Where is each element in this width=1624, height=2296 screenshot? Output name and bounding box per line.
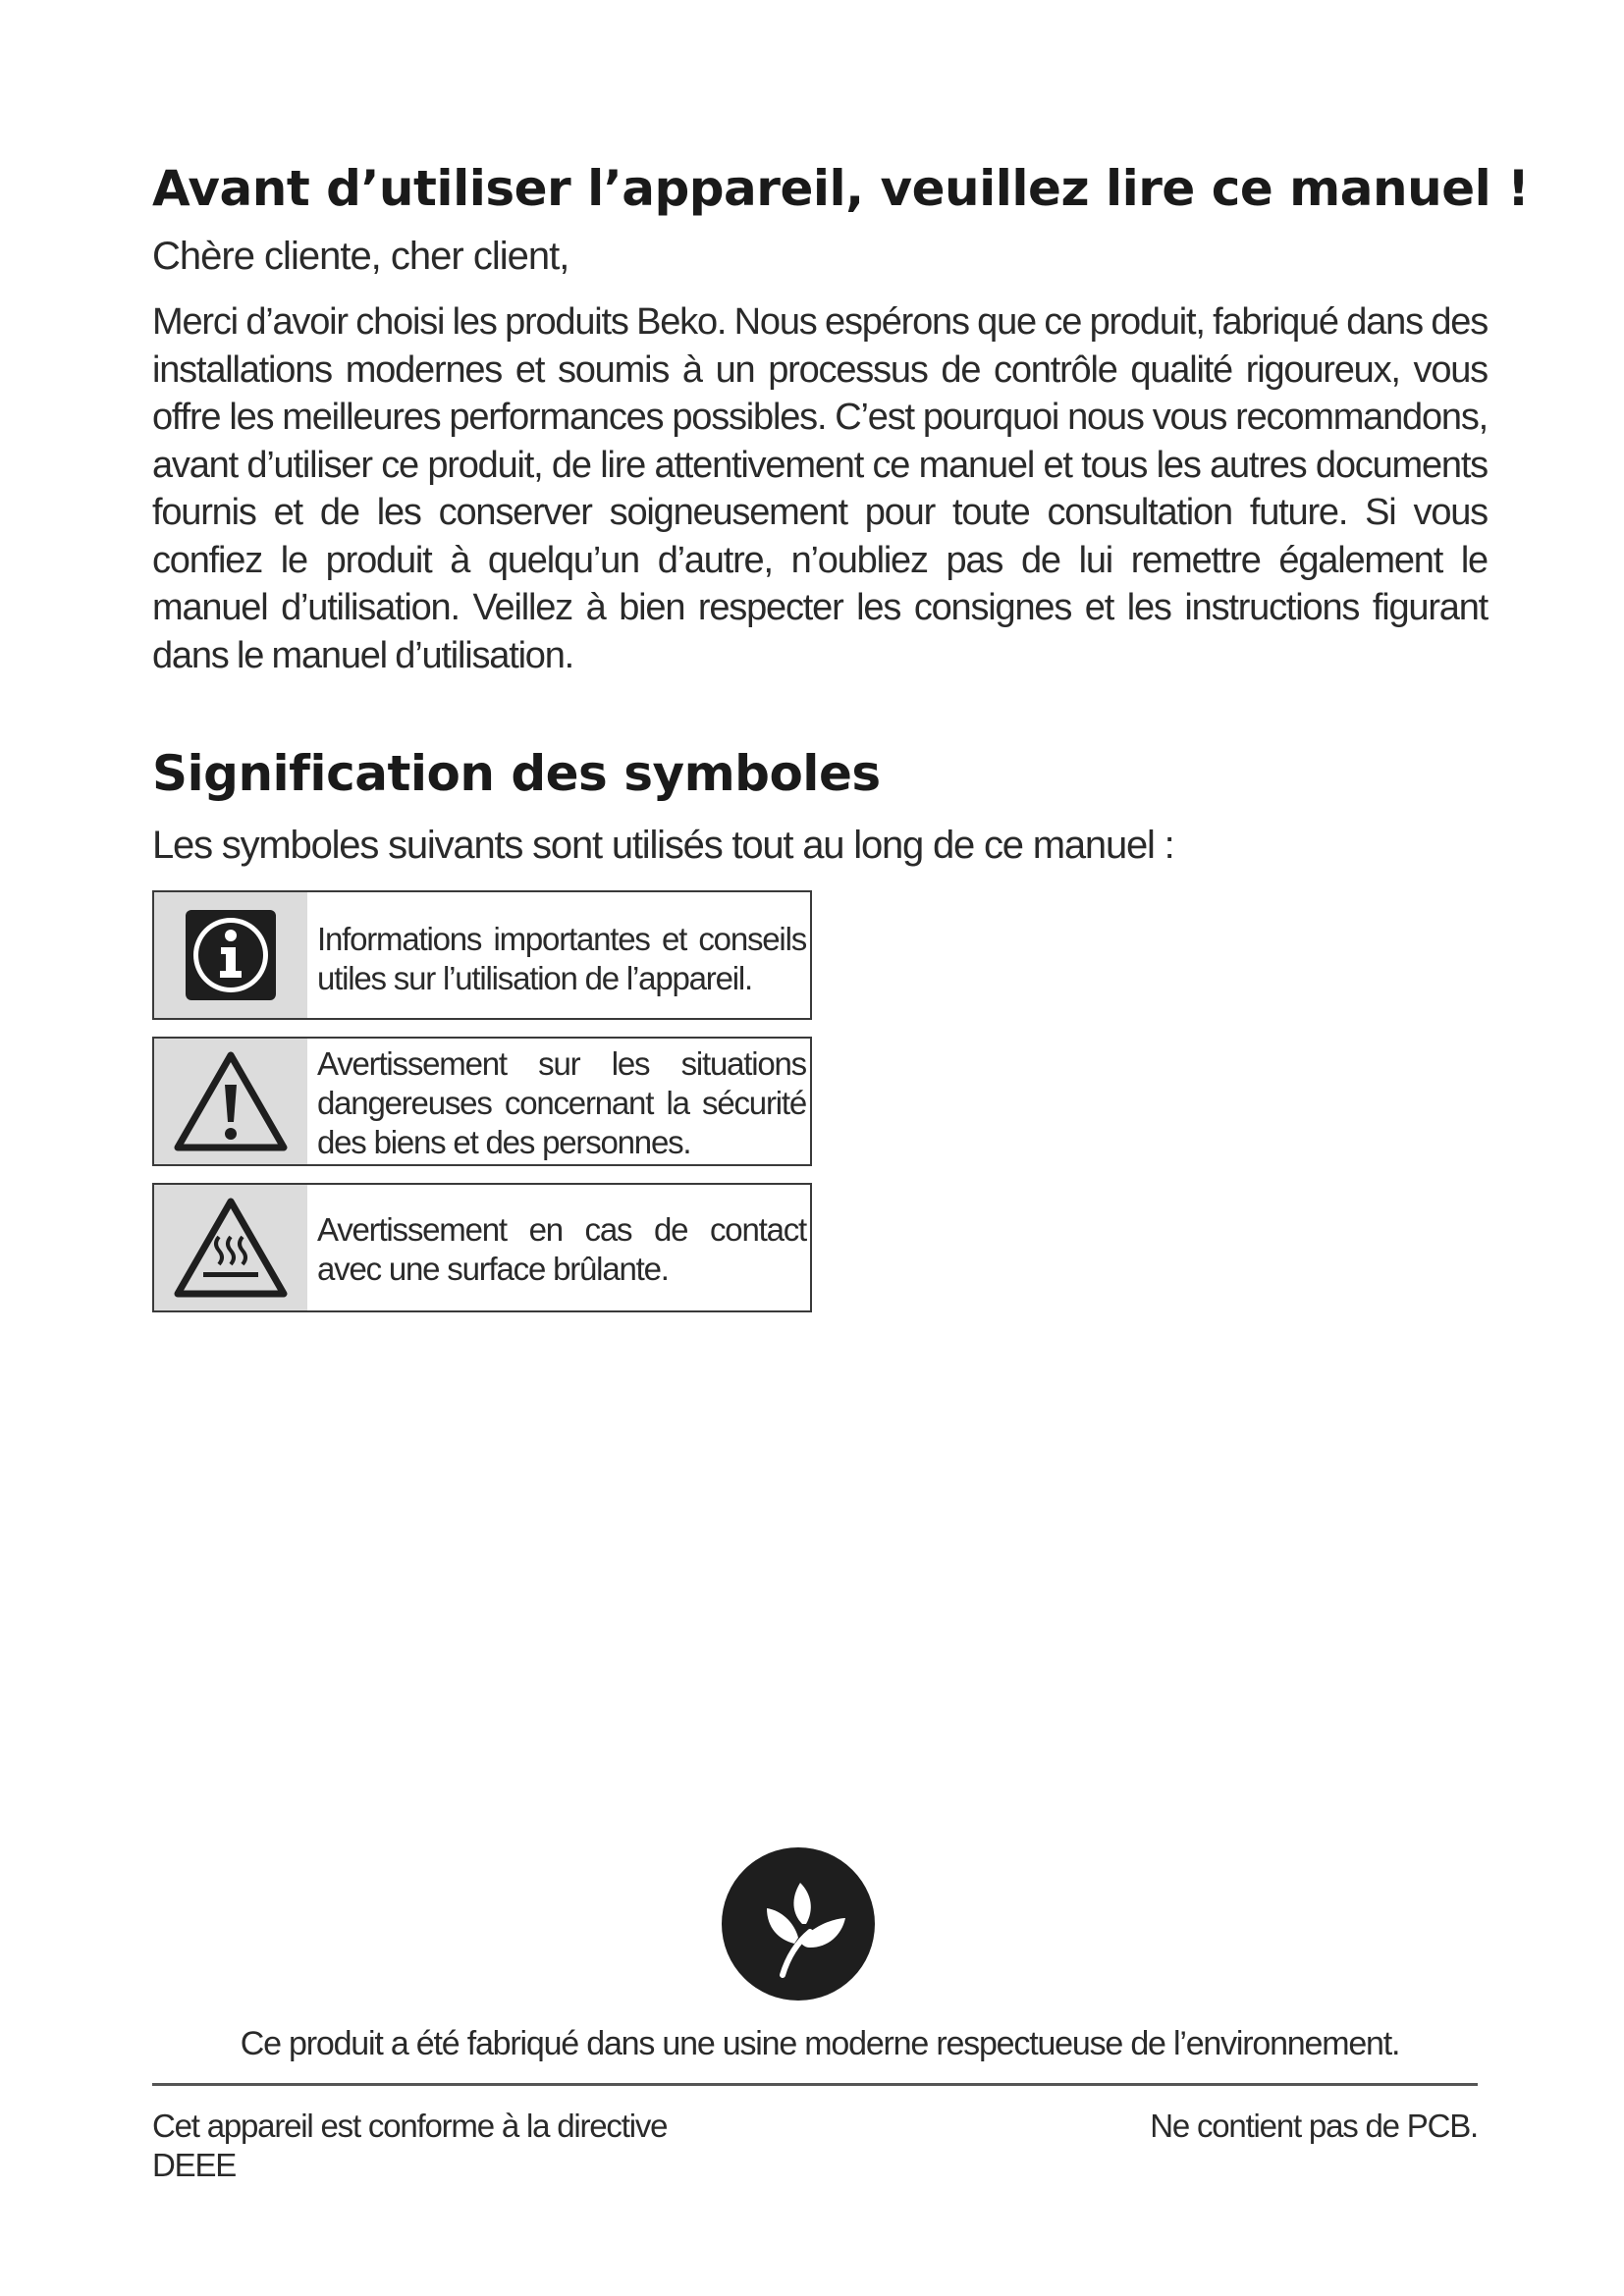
leaf-icon [720, 1845, 877, 2002]
greeting: Chère cliente, cher client, [152, 235, 569, 278]
intro-paragraph: Merci d’avoir choisi les produits Beko. Nous espérons que ce produit, fabriqué dans des installations modernes et soumis à un processus de contrôle qualité rigoureux, vous offre les meilleures performances possibles. C’est pourquoi nous vous recommandons, avant d’utiliser ce produit, de lire attentivement ce manuel et tous les autres documents fournis et de les conserver soigneusement pour toute consultation future. Si vous confiez le produit à quelqu’un d’autre, n’oubliez pas de lui remettre également le manuel d’utilisation. Veillez à bien respecter les consignes et les instructions figurant dans le manuel d’utilisation. [152, 301, 1488, 676]
footer-divider [152, 2083, 1478, 2086]
pcb-note: Ne contient pas de PCB. [1150, 2108, 1478, 2144]
symbol-description: Informations importantes et conseils utiles sur l’utilisation de l’appareil. [317, 921, 806, 996]
symbol-icon-cell [154, 892, 307, 1018]
symbol-description: Avertissement en cas de contact avec une surface brûlante. [317, 1211, 806, 1287]
symbols-heading: Signification des symboles [152, 745, 881, 802]
symbol-row-hot-surface [152, 1183, 812, 1312]
weee-compliance-note: Cet appareil est conforme à la directive DEEE [152, 2108, 668, 2183]
eco-statement: Ce produit a été fabriqué dans une usine moderne respectueuse de l’environnement. [240, 2025, 1400, 2062]
symbol-icon-cell [154, 1185, 307, 1310]
hot-surface-icon [172, 1196, 290, 1300]
symbol-icon-cell [154, 1039, 307, 1164]
page-title: Avant d’utiliser l’appareil, veuillez lire ce manuel ! [152, 160, 1530, 217]
manual-page [152, 0, 1530, 2296]
info-icon [184, 908, 278, 1002]
symbol-description: Avertissement sur les situations dangereuses concernant la sécurité des biens et des personnes. [317, 1045, 806, 1160]
symbol-row-info [152, 890, 812, 1020]
warning-icon [172, 1049, 290, 1153]
symbol-row-warning [152, 1037, 812, 1166]
symbols-intro: Les symboles suivants sont utilisés tout au long de ce manuel : [152, 824, 1174, 867]
